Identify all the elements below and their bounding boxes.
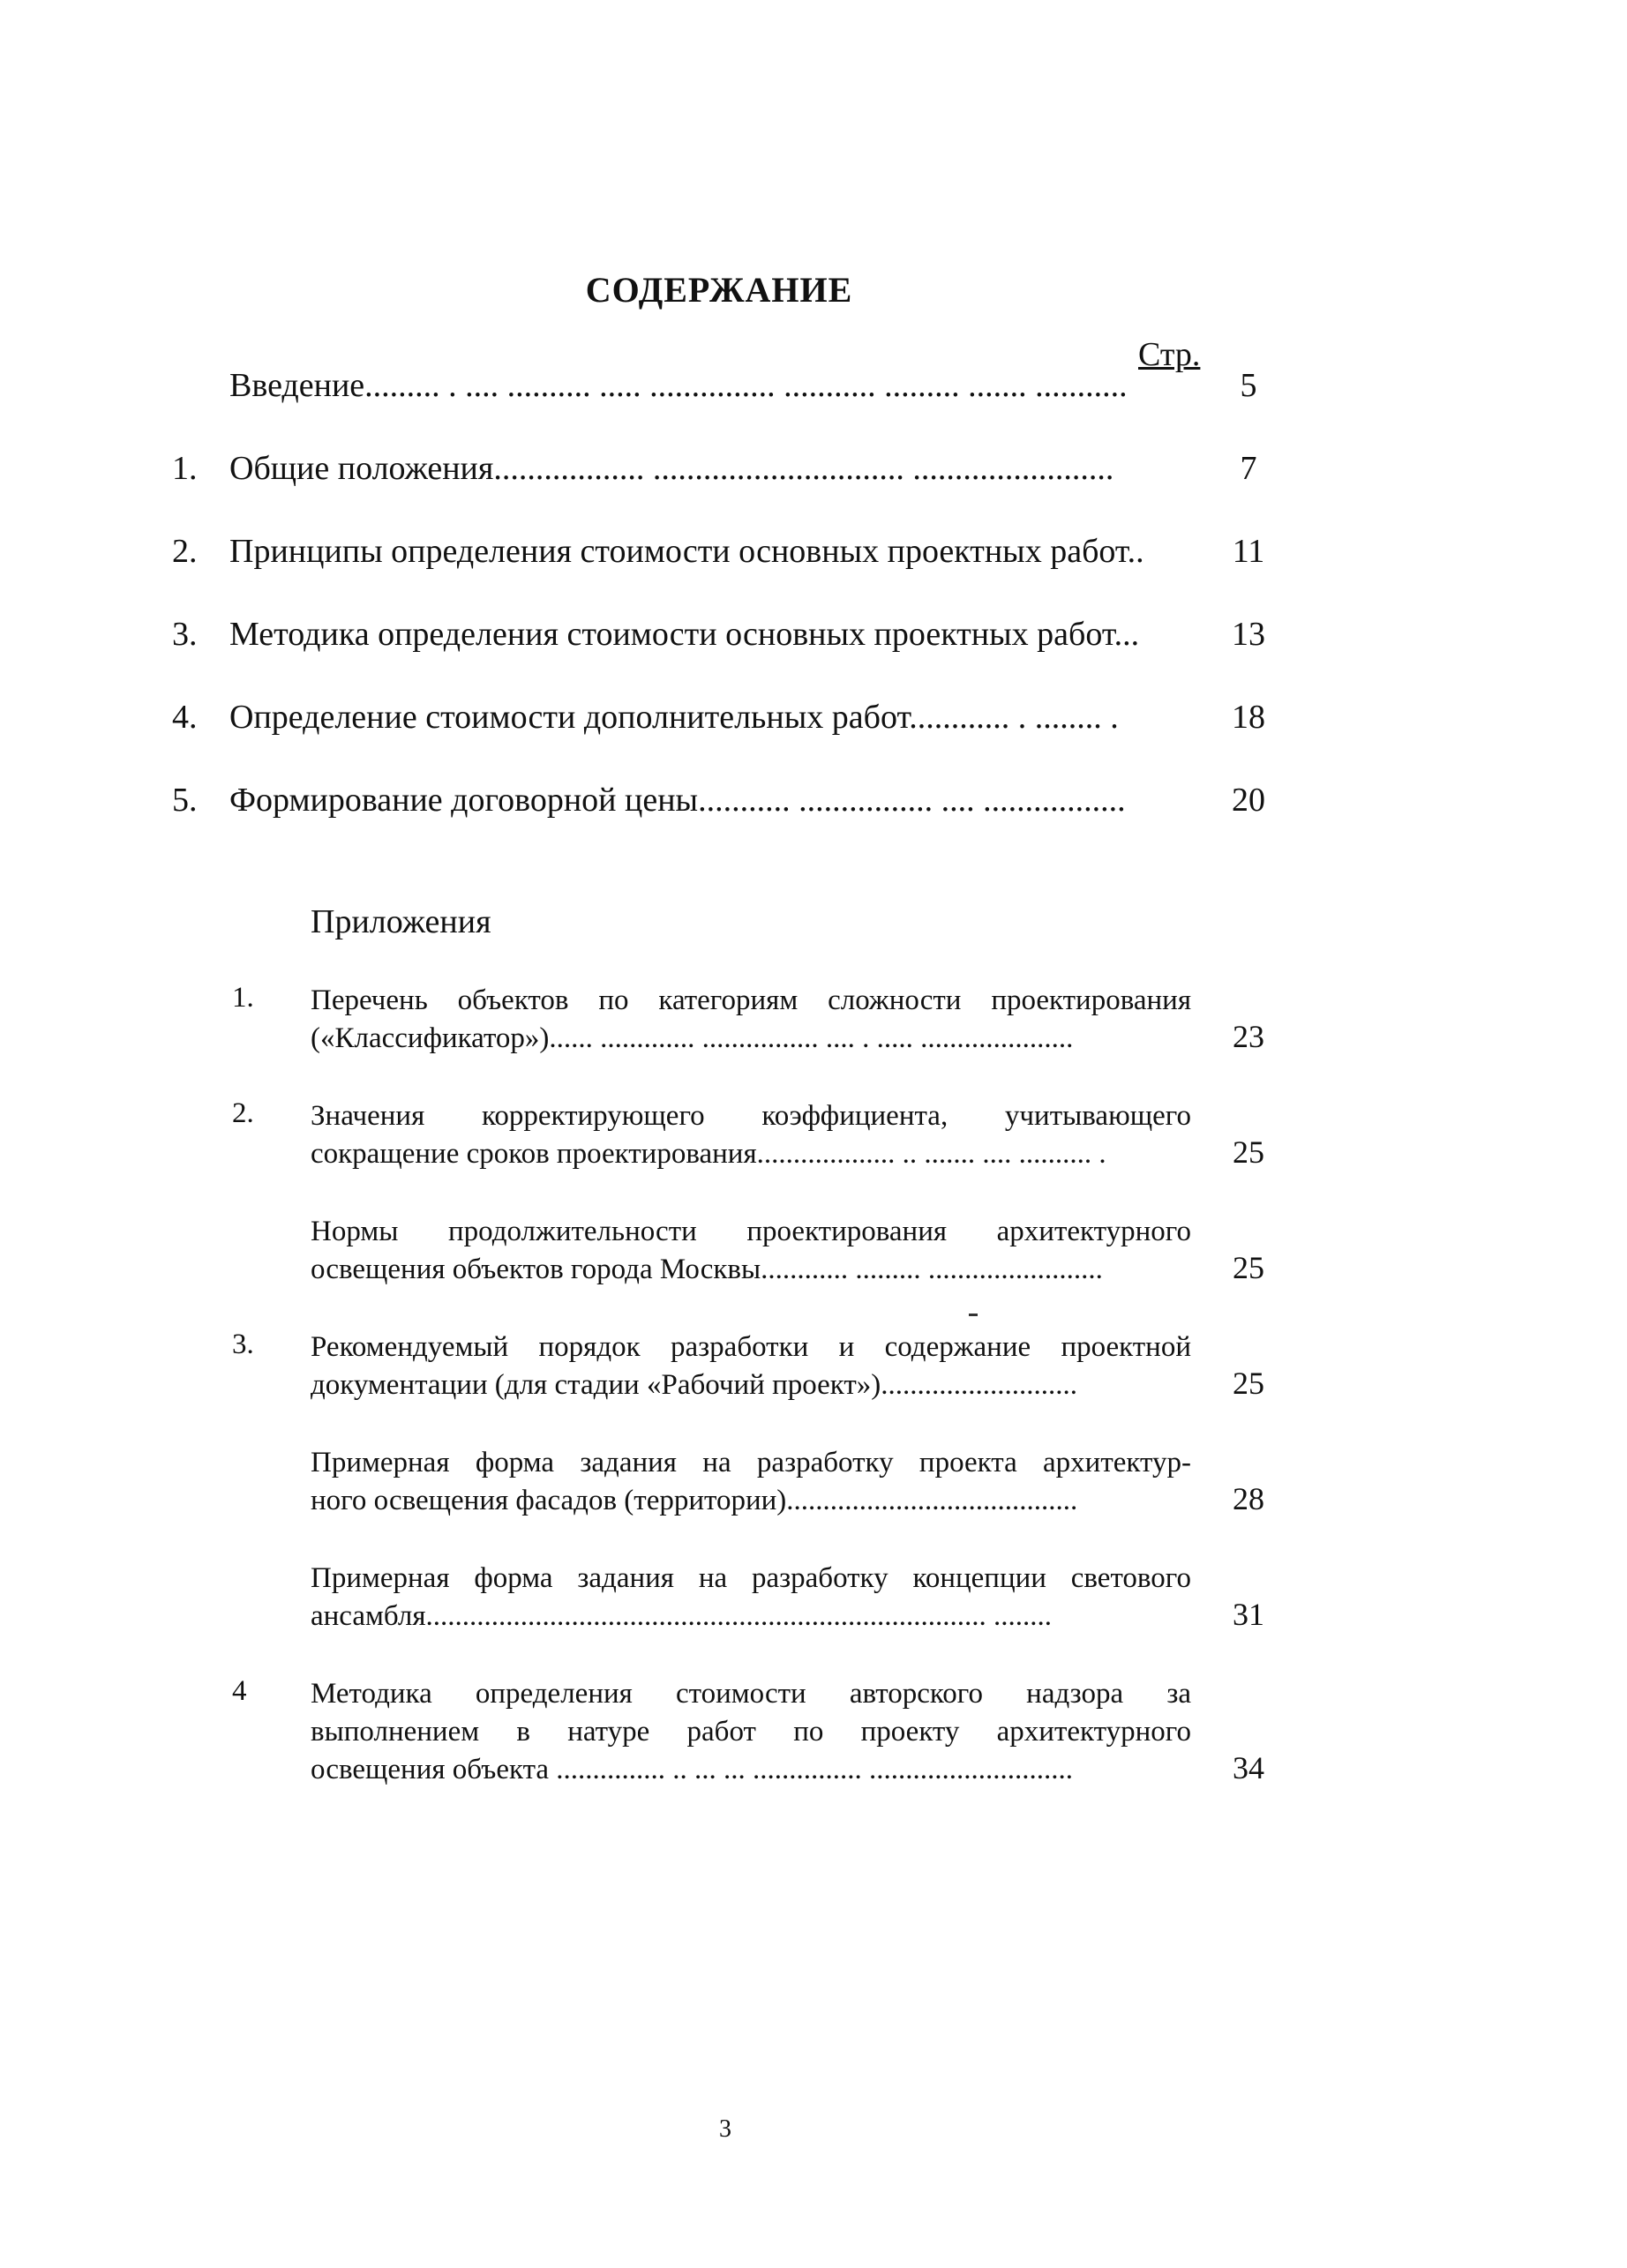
appendix-entry-line: ного освещения фасадов (территории)........................................: [311, 1485, 1078, 1516]
appendix-entry-line: («Классификатор»)...... ............. ................ .... . ..... .....................: [311, 1022, 1074, 1054]
toc-entry-page: 7: [1240, 450, 1257, 487]
stray-mark: [969, 1314, 978, 1316]
page-number: 3: [719, 2115, 731, 2143]
toc-entry[interactable]: [0, 698, 1627, 751]
appendix-entry-line: Примерная форма задания на разработку проекта архитектур-: [311, 1447, 1191, 1478]
appendix-entry-text: [311, 1444, 1191, 1520]
appendix-entry-page: 25: [1233, 1134, 1264, 1170]
appendix-entry-text: [311, 1675, 1191, 1789]
appendix-entry-line: документации (для стадии «Рабочий проект»)...........................: [311, 1369, 1078, 1401]
toc-entry-page: 5: [1240, 367, 1257, 404]
toc-entry-number: 3.: [172, 616, 198, 653]
toc-entry-number: 5.: [172, 782, 198, 819]
appendix-entry-line: сокращение сроков проектирования................... .. ....... .... .......... .: [311, 1138, 1106, 1170]
appendix-entry-line: Нормы продолжительности проектирования архитектурного: [311, 1216, 1191, 1247]
toc-entry[interactable]: [0, 366, 1627, 419]
toc-entry-number: 2.: [172, 533, 198, 570]
toc-entry[interactable]: [0, 781, 1627, 834]
appendix-entry-line: Методика определения стоимости авторского надзора за: [311, 1678, 1191, 1710]
appendix-entry-page: 25: [1233, 1250, 1264, 1285]
appendix-entry-page: 28: [1233, 1481, 1264, 1516]
toc-entry-page: 20: [1232, 782, 1265, 819]
appendix-entry-line: выполнением в натуре работ по проекту архитектурного: [311, 1716, 1191, 1748]
appendix-entry-number: 3.: [232, 1329, 254, 1360]
appendix-entry-line: освещения объектов города Москвы............ ......... ........................: [311, 1254, 1103, 1285]
page-column-label: Стр.: [1138, 336, 1201, 373]
appendix-entry-text: [311, 1097, 1191, 1173]
appendix-entry-number: 2.: [232, 1097, 254, 1129]
toc-entry[interactable]: [0, 615, 1627, 668]
appendix-entry-number: 4: [232, 1675, 247, 1707]
appendix-entry-page: 34: [1233, 1750, 1264, 1785]
toc-entry-number: 1.: [172, 450, 198, 487]
toc-entry-text: Введение......... . .... .......... ..... ............... ........... ......... ....... ...........: [229, 367, 1128, 404]
appendix-entry-text: [311, 1213, 1191, 1289]
toc-entry-text: Определение стоимости дополнительных работ............ . ........ .: [229, 699, 1119, 736]
toc-entry-text: Общие положения.................. .............................. ........................: [229, 450, 1114, 487]
appendix-entry-page: 31: [1233, 1597, 1264, 1632]
toc-entry-page: 13: [1232, 616, 1265, 653]
toc-entry[interactable]: [0, 532, 1627, 585]
toc-entry[interactable]: [0, 449, 1627, 502]
toc-entry-text: Формирование договорной цены........... ................ .... .................: [229, 782, 1126, 819]
appendix-entry-text: [311, 982, 1191, 1058]
appendix-entry-page: 23: [1233, 1019, 1264, 1054]
appendix-entry-line: Перечень объектов по категориям сложности проектирования: [311, 984, 1191, 1016]
appendix-heading: Приложения: [311, 903, 491, 940]
page-title: СОДЕРЖАНИЕ: [585, 270, 853, 310]
appendix-entry-page: 25: [1233, 1366, 1264, 1401]
toc-entry-number: 4.: [172, 699, 198, 736]
appendix-entry-text: [311, 1560, 1191, 1636]
appendix-entry-number: 1.: [232, 982, 254, 1014]
appendix-entry-line: освещения объекта ............... .. ... ... ............... ............................: [311, 1754, 1074, 1785]
toc-entry-text: Методика определения стоимости основных проектных работ...: [229, 616, 1140, 653]
appendix-entry-line: Значения корректирующего коэффициента, учитывающего: [311, 1100, 1191, 1132]
toc-entry-text: Принципы определения стоимости основных проектных работ..: [229, 533, 1144, 570]
toc-entry-page: 11: [1232, 533, 1265, 570]
appendix-entry-line: ансамбля............................................................................. ........: [311, 1600, 1053, 1632]
appendix-entry-line: Рекомендуемый порядок разработки и содержание проектной: [311, 1331, 1191, 1363]
appendix-entry-line: Примерная форма задания на разработку концепции светового: [311, 1562, 1191, 1594]
toc-entry-page: 18: [1232, 699, 1265, 736]
appendix-entry-text: [311, 1329, 1191, 1404]
